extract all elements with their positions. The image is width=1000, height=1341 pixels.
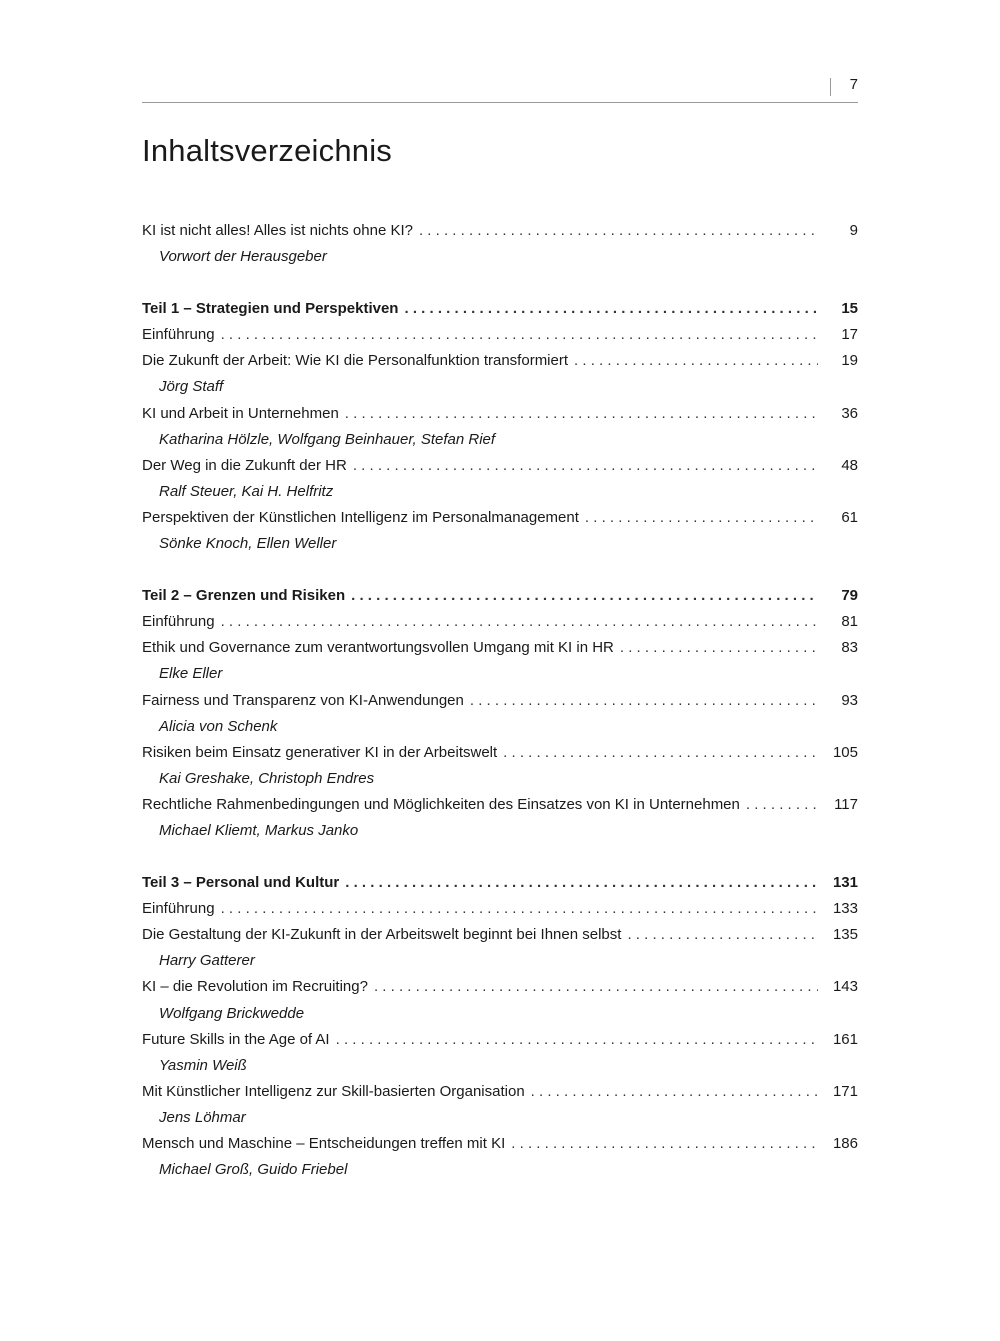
entry-page: 81 (841, 613, 858, 631)
header-separator (830, 78, 831, 96)
entry-title: Future Skills in the Age of AI (142, 1030, 330, 1048)
dot-leader (531, 1079, 818, 1105)
entry-author: Harry Gatterer (159, 952, 255, 970)
entry-page: 105 (832, 743, 858, 761)
entry-title: Perspektiven der Künstlichen Intelligenz im Personalmanagement (142, 508, 579, 526)
page-title: Inhaltsverzeichnis (142, 133, 392, 168)
entry-author: Jörg Staff (159, 378, 224, 396)
toc-part-2[interactable] (142, 583, 858, 609)
dot-leader (374, 974, 818, 1000)
dot-leader (503, 740, 818, 766)
entry-title: Die Zukunft der Arbeit: Wie KI die Personalfunktion transformiert (142, 352, 569, 370)
toc-entry[interactable] (142, 505, 858, 531)
toc-part-3[interactable] (142, 870, 858, 896)
dot-leader (511, 1131, 818, 1157)
toc-entry[interactable] (142, 896, 858, 922)
entry-author: Vorwort der Herausgeber (159, 248, 327, 266)
section-gap (142, 844, 858, 870)
entry-page: 9 (849, 222, 858, 239)
entry-page: 36 (841, 404, 858, 422)
toc-entry[interactable] (142, 348, 858, 374)
toc-entry[interactable] (142, 635, 858, 661)
entry-title: Mensch und Maschine – Entscheidungen treffen mit KI (142, 1135, 506, 1152)
entry-title: Risiken beim Einsatz generativer KI in der Arbeitswelt (142, 743, 498, 761)
toc-entry[interactable] (142, 401, 858, 427)
entry-title: Der Weg in die Zukunft der HR (142, 456, 347, 474)
dot-leader (419, 218, 818, 244)
entry-author: Wolfgang Brickwedde (159, 1004, 305, 1022)
entry-page: 48 (841, 456, 858, 474)
dot-leader (627, 922, 818, 948)
part-title: Teil 1 – Strategien und Perspektiven (142, 300, 399, 318)
table-of-contents (142, 218, 858, 1183)
entry-author: Jens Löhmar (159, 1108, 246, 1126)
dot-leader (345, 401, 818, 427)
toc-entry[interactable] (142, 453, 858, 479)
dot-leader (574, 348, 818, 374)
entry-title: KI und Arbeit in Unternehmen (142, 404, 339, 422)
section-gap (142, 557, 858, 583)
entry-page: 61 (841, 508, 858, 526)
toc-entry[interactable] (142, 922, 858, 948)
entry-author: Alicia von Schenk (159, 717, 278, 735)
dot-leader (585, 505, 818, 531)
entry-title: KI – die Revolution im Recruiting? (142, 978, 368, 996)
part-page: 131 (832, 874, 858, 892)
toc-entry[interactable] (142, 1079, 858, 1105)
dot-leader (746, 792, 818, 818)
toc-entry[interactable] (142, 974, 858, 1000)
entry-author: Michael Groß, Guido Friebel (159, 1161, 348, 1179)
page-number: 7 (849, 76, 858, 93)
entry-page: 143 (832, 978, 858, 996)
entry-title: Die Gestaltung der KI-Zukunft in der Arbeitswelt beginnt bei Ihnen selbst (142, 926, 622, 944)
dot-leader (221, 609, 818, 635)
part-title: Teil 3 – Personal und Kultur (142, 874, 340, 892)
toc-entry[interactable] (142, 322, 858, 348)
toc-entry[interactable] (142, 609, 858, 635)
entry-page: 133 (832, 900, 858, 918)
toc-entry[interactable] (142, 1027, 858, 1053)
dot-leader (345, 870, 818, 896)
toc-entry-preface[interactable] (142, 218, 858, 244)
entry-page: 19 (841, 352, 858, 370)
entry-title: Rechtliche Rahmenbedingungen und Möglichkeiten des Einsatzes von KI in Unternehmen (142, 795, 740, 813)
dot-leader (620, 635, 818, 661)
entry-page: 117 (834, 795, 858, 813)
entry-page: 171 (832, 1082, 858, 1100)
section-gap (142, 270, 858, 296)
entry-author: Katharina Hölzle, Wolfgang Beinhauer, Stefan Rief (159, 430, 496, 448)
entry-author: Kai Greshake, Christoph Endres (159, 769, 375, 787)
part-page: 15 (841, 300, 858, 318)
entry-page: 186 (832, 1135, 858, 1152)
entry-author: Michael Kliemt, Markus Janko (159, 821, 359, 839)
entry-title: KI ist nicht alles! Alles ist nichts ohne KI? (142, 222, 413, 239)
entry-author: Ralf Steuer, Kai H. Helfritz (159, 482, 334, 500)
toc-part-1[interactable] (142, 296, 858, 322)
entry-title: Mit Künstlicher Intelligenz zur Skill-basierten Organisation (142, 1082, 525, 1100)
entry-page: 135 (832, 926, 858, 944)
entry-author: Sönke Knoch, Ellen Weller (159, 535, 337, 553)
dot-leader (351, 583, 818, 609)
toc-entry[interactable] (142, 740, 858, 766)
part-title: Teil 2 – Grenzen und Risiken (142, 587, 346, 605)
entry-page: 93 (841, 691, 858, 709)
part-page: 79 (841, 587, 858, 605)
dot-leader (221, 896, 818, 922)
dot-leader (470, 688, 818, 714)
entry-author: Yasmin Weiß (159, 1056, 247, 1074)
toc-entry[interactable] (142, 1131, 858, 1157)
entry-page: 161 (832, 1030, 858, 1048)
entry-author: Elke Eller (159, 665, 223, 683)
dot-leader (404, 296, 818, 322)
entry-title: Ethik und Governance zum verantwortungsvollen Umgang mit KI in HR (142, 639, 614, 657)
dot-leader (353, 453, 818, 479)
entry-title: Fairness und Transparenz von KI-Anwendungen (142, 691, 464, 709)
entry-title: Einführung (142, 900, 215, 918)
toc-entry[interactable] (142, 688, 858, 714)
dot-leader (336, 1027, 818, 1053)
page-header (142, 70, 858, 103)
dot-leader (221, 322, 818, 348)
entry-title: Einführung (142, 326, 215, 344)
toc-entry[interactable] (142, 792, 858, 818)
entry-page: 17 (841, 326, 858, 344)
entry-page: 83 (841, 639, 858, 657)
entry-title: Einführung (142, 613, 215, 631)
